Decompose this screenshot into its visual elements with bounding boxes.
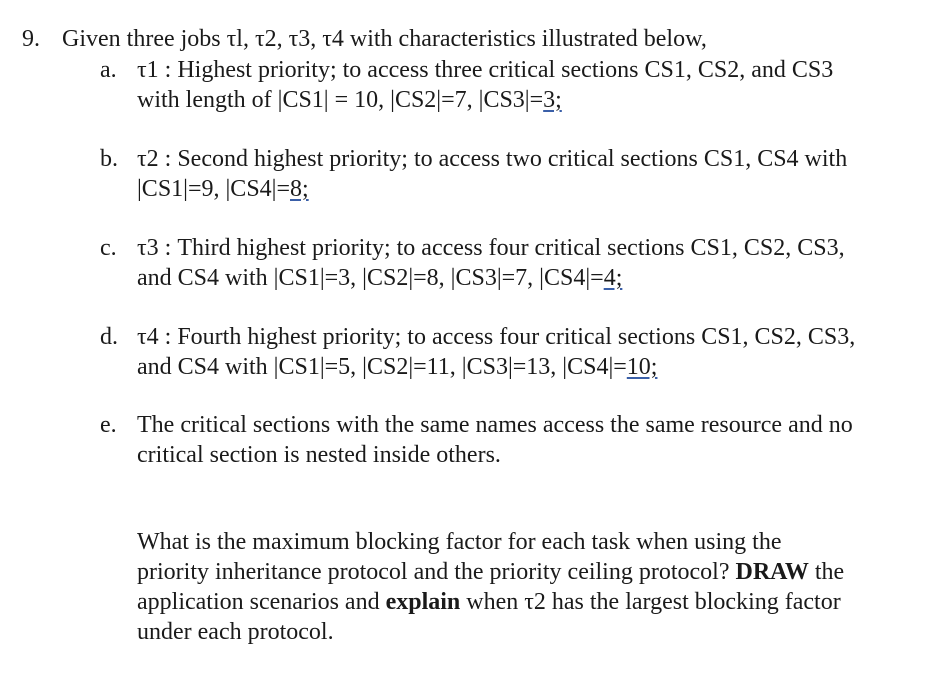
item-a-line2-text: with length of |CS1| = 10, |CS2|=7, |CS3|=	[137, 87, 544, 113]
item-c-line2	[137, 263, 622, 293]
question-intro: Given three jobs τl, τ2, τ3, τ4 with characteristics illustrated below,	[62, 26, 707, 52]
item-a-label: a.	[100, 57, 117, 83]
item-b-line1: τ2 : Second highest priority; to access two critical sections CS1, CS4 with	[137, 146, 848, 172]
item-e-label: e.	[100, 412, 117, 438]
item-e-line2: critical section is nested inside others.	[137, 442, 501, 468]
item-d-line1: τ4 : Fourth highest priority; to access four critical sections CS1, CS2, CS3,	[137, 324, 856, 350]
item-a-line1: τ1 : Highest priority; to access three critical sections CS1, CS2, and CS3	[137, 57, 834, 83]
closing-line3-text: application scenarios and	[137, 589, 386, 615]
closing-line3	[137, 587, 841, 617]
item-a-line2	[137, 85, 562, 115]
closing-line2-text: priority inheritance protocol and the priority ceiling protocol?	[137, 559, 736, 585]
closing-draw-emphasis: DRAW	[735, 559, 809, 585]
item-b-line2	[137, 174, 309, 204]
closing-line1: What is the maximum blocking factor for each task when using the	[137, 529, 782, 555]
closing-line4: under each protocol.	[137, 619, 334, 645]
item-c-line1: τ3 : Third highest priority; to access four critical sections CS1, CS2, CS3,	[137, 235, 845, 261]
item-a-line2-underlined: 3;	[543, 87, 562, 113]
item-c-line2-underlined: 4;	[603, 265, 623, 291]
item-c-label: c.	[100, 235, 117, 261]
item-b-line2-underlined: 8;	[290, 176, 309, 202]
closing-explain-emphasis: explain	[385, 589, 461, 615]
item-d-label: d.	[100, 324, 118, 350]
closing-line3-tail: when τ2 has the largest blocking factor	[460, 589, 841, 615]
closing-line2	[137, 557, 844, 587]
item-b-label: b.	[100, 146, 118, 172]
item-d-line2	[137, 352, 657, 382]
item-d-line2-text: and CS4 with |CS1|=5, |CS2|=11, |CS3|=13, |CS4|=	[137, 354, 627, 380]
item-e-line1: The critical sections with the same names access the same resource and no	[137, 412, 853, 438]
question-number: 9.	[22, 26, 40, 52]
item-d-line2-underlined: 10;	[626, 354, 658, 380]
closing-line2-tail: the	[808, 559, 845, 585]
item-c-line2-text: and CS4 with |CS1|=3, |CS2|=8, |CS3|=7, |CS4|=	[137, 265, 604, 291]
item-b-line2-text: |CS1|=9, |CS4|=	[137, 176, 290, 202]
